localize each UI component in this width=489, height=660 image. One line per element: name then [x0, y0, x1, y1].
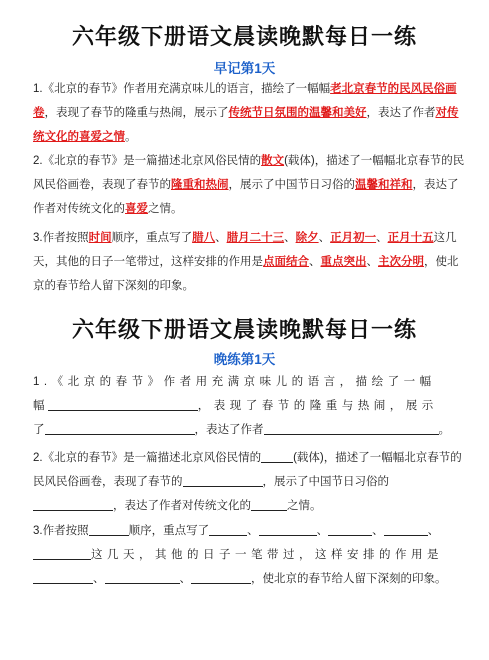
morning-title: 六年级下册语文晨读晚默每日一练	[71, 24, 417, 49]
answer-blank[interactable]	[261, 448, 293, 463]
morning-paragraph-3: 3.作者按照时间顺序，重点写了腊八、腊月二十三、除夕、正月初一、正月十五这几天，其他的日子一笔带过，这样安排的作用是点面结合、重点突出、主次分明，使北京的春节给人留下深刻的印象。	[33, 232, 459, 292]
answer-blank[interactable]	[105, 569, 180, 584]
answer-blank[interactable]	[191, 569, 251, 584]
evening-paragraph-2: 2.《北京的春节》是一篇描述北京风俗民情的 (载体)，描述了一幅幅北京春节的民风民俗画卷，表现了春节的 ，展示了中国节日习俗的，表达了作者对传统文化的 之情。	[33, 446, 465, 518]
morning-paragraph-2: 2.《北京的春节》是一篇描述北京风俗民情的散文(载体)，描述了一幅幅北京春节的民风民俗画卷，表现了春节的隆重和热闹，展示了中国节日习俗的温馨和祥和，表达了作者对传统文化的喜爱之情。	[33, 155, 465, 215]
answer-blank[interactable]	[259, 521, 317, 536]
evening-title: 六年级下册语文晨读晚默每日一练	[71, 317, 417, 342]
evening-p1-line-3: 了 ，表达了作者 。	[33, 418, 465, 442]
answer-blank[interactable]	[183, 472, 263, 487]
answer-blank[interactable]	[209, 521, 247, 536]
answer-blank[interactable]	[384, 521, 428, 536]
answer-blank[interactable]	[48, 396, 198, 411]
evening-p1-line-1: 1.《北京的春节》作者用充满京味儿的语言，描绘了一幅	[33, 376, 436, 388]
evening-p1-line-2: 幅 ，表现了春节的隆重与热闹，展示	[33, 394, 465, 418]
answer-blank[interactable]	[89, 521, 129, 536]
answer-blank[interactable]	[33, 496, 113, 511]
morning-paragraph-1: 1.《北京的春节》作者用充满京味儿的语言，描绘了一幅幅老北京春节的民风民俗画卷，表现了春节的隆重与热闹，展示了传统节日氛围的温馨和美好，表达了作者对传统文化的喜爱之情。	[33, 83, 459, 143]
answer-blank[interactable]	[33, 569, 93, 584]
evening-paragraph-3: 3.作者按照 顺序，重点写了 、 、 、 、这几天，其他的日子一笔带过，这样安排的作用是、 、 ，使北京的春节给人留下深刻的印象。	[33, 519, 465, 591]
evening-paragraph-1	[33, 370, 465, 442]
evening-subtitle: 晚练第1天	[213, 352, 276, 367]
morning-subtitle: 早记第1天	[213, 61, 276, 76]
answer-blank[interactable]	[33, 545, 91, 560]
answer-blank[interactable]	[45, 420, 195, 435]
answer-blank[interactable]	[328, 521, 372, 536]
answer-blank[interactable]	[251, 496, 287, 511]
answer-blank[interactable]	[264, 420, 439, 435]
